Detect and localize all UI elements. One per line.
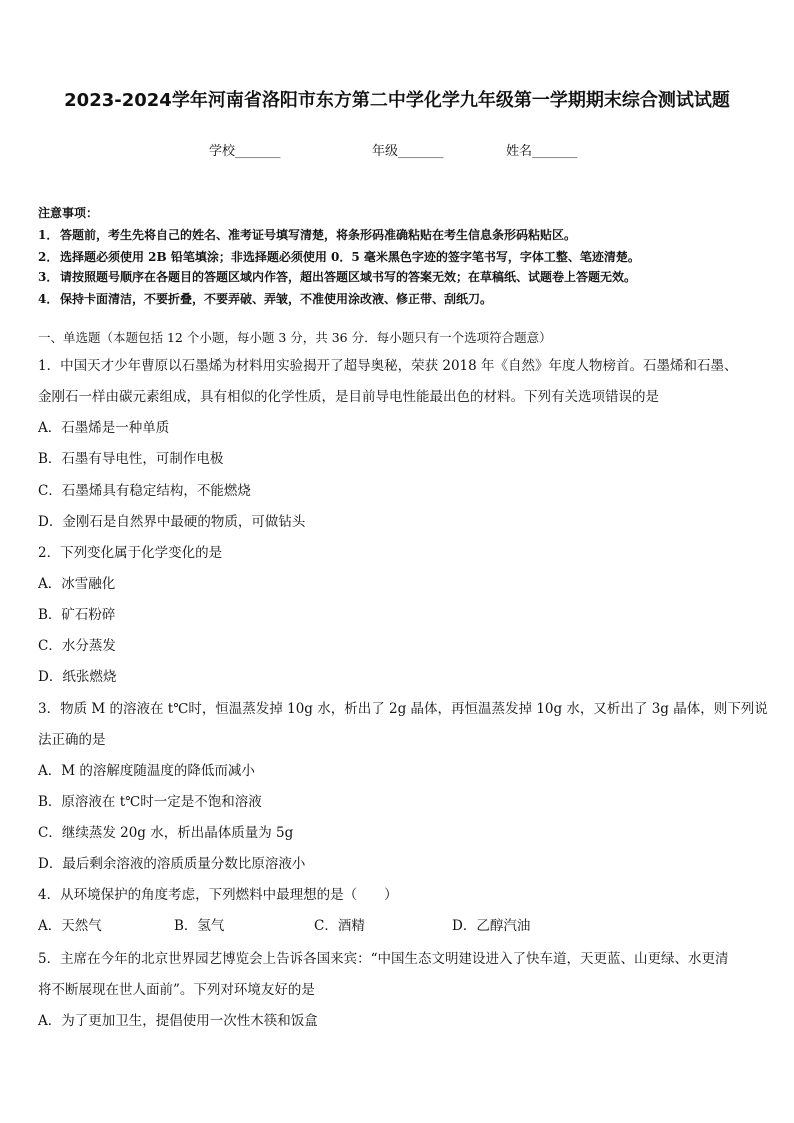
question-1-option-a: A．石墨烯是一种单质 <box>38 420 170 436</box>
question-1-stem-cont: 金刚石一样由碳元素组成，具有相似的化学性质，是目前导电性能最出色的材料。下列有关选项错误的是 <box>38 389 659 405</box>
question-2-option-a: A．冰雪融化 <box>38 576 116 592</box>
note-number: 1． <box>38 228 59 242</box>
note-number: 3． <box>38 270 59 284</box>
note-item <box>38 268 636 285</box>
question-4-options <box>38 914 758 934</box>
note-number: 2． <box>38 250 59 264</box>
question-5-stem: 5．主席在今年的北京世界园艺博览会上告诉各国来宾：“中国生态文明建设进入了快车道，天更蓝、山更绿、水更清 <box>38 951 729 967</box>
note-text: 请按照题号顺序在各题目的答题区域内作答，超出答题区域书写的答案无效；在草稿纸、试题卷上答题无效。 <box>60 270 637 284</box>
question-3-option-c: C．继续蒸发 20g 水，析出晶体质量为 5g <box>38 825 294 841</box>
question-1-option-d: D．金刚石是自然界中最硬的物质，可做钻头 <box>38 514 306 530</box>
question-2-option-c: C．水分蒸发 <box>38 638 116 654</box>
note-text: 选择题必须使用 2B 铅笔填涂；非选择题必须使用 0．5 毫米黑色字迹的签字笔书写，字体工整、笔迹清楚。 <box>60 250 640 264</box>
note-number: 4． <box>38 292 59 306</box>
question-1-option-c: C．石墨烯具有稳定结构，不能燃烧 <box>38 483 251 499</box>
question-4-option-a: A．天然气 <box>38 918 102 934</box>
question-3-stem: 3．物质 M 的溶液在 t℃时，恒温蒸发掉 10g 水，析出了 2g 晶体，再恒温蒸发掉 10g 水，又析出了 3g 晶体，则下列说 <box>38 701 768 717</box>
name-field: 姓名_______ <box>506 144 578 159</box>
question-1-option-b: B．石墨有导电性，可制作电极 <box>38 451 224 467</box>
notes-heading: 注意事项： <box>38 206 99 220</box>
question-3-stem-cont: 法正确的是 <box>38 732 106 748</box>
note-text: 保持卡面清洁，不要折叠，不要弄破、弄皱，不准使用涂改液、修正带、刮纸刀。 <box>60 292 493 306</box>
question-4-option-b: B．氢气 <box>174 918 225 934</box>
question-4-option-c: C．酒精 <box>314 918 365 934</box>
question-2-stem: 2．下列变化属于化学变化的是 <box>38 545 223 561</box>
question-1-stem: 1．中国天才少年曹原以石墨烯为材料用实验揭开了超导奥秘，荣获 2018 年《自然》年度人物榜首。石墨烯和石墨、 <box>38 358 738 374</box>
question-4-option-d: D．乙醇汽油 <box>452 918 531 934</box>
school-field: 学校_______ <box>209 144 281 159</box>
note-item <box>38 226 576 243</box>
section-heading: 一、单选题（本题包括 12 个小题，每小题 3 分，共 36 分．每小题只有一个选项符合题意） <box>38 330 552 345</box>
note-item <box>38 290 492 307</box>
note-item <box>38 248 640 265</box>
question-2-option-d: D．纸张燃烧 <box>38 669 117 685</box>
question-4-stem: 4．从环境保护的角度考虑，下列燃料中最理想的是（ ） <box>38 887 398 903</box>
question-5-option-a: A．为了更加卫生，提倡使用一次性木筷和饭盒 <box>38 1013 318 1029</box>
page-title: 2023-2024学年河南省洛阳市东方第二中学化学九年级第一学期期末综合测试试题 <box>64 90 730 111</box>
grade-field: 年级_______ <box>372 144 444 159</box>
question-3-option-d: D．最后剩余溶液的溶质质量分数比原溶液小 <box>38 856 306 872</box>
question-5-stem-cont: 将不断展现在世人面前”。下列对环境友好的是 <box>38 982 315 998</box>
question-3-option-b: B．原溶液在 t℃时一定是不饱和溶液 <box>38 794 262 810</box>
student-info-row <box>0 140 794 160</box>
question-3-option-a: A．M 的溶解度随温度的降低而减小 <box>38 763 255 779</box>
note-text: 答题前，考生先将自己的姓名、准考证号填写清楚，将条形码准确粘贴在考生信息条形码粘贴区。 <box>60 228 577 242</box>
question-2-option-b: B．矿石粉碎 <box>38 607 116 623</box>
